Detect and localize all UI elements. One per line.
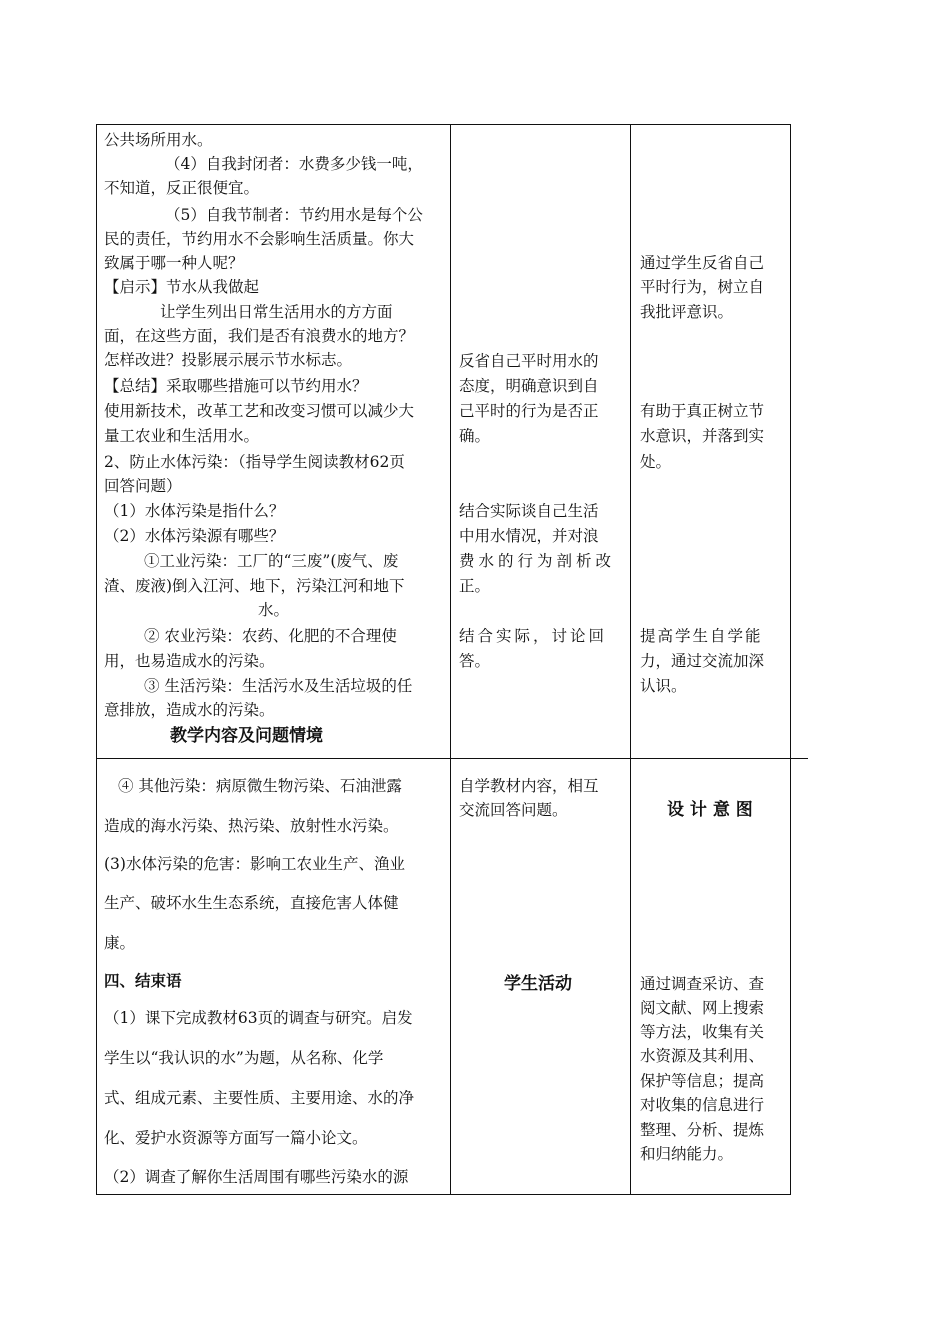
content-line: （1）水体污染是指什么？ [104, 502, 285, 520]
content-line: ①工业污染：工厂的“三废”(废气、废 [144, 552, 399, 570]
content-header: 教学内容及问题情境 [170, 726, 323, 746]
content-line: （2）水体污染源有哪些？ [104, 527, 285, 545]
content-line: 水。 [258, 601, 290, 619]
content-line: 民的责任，节约用水不会影响生活质量。你大 [104, 230, 415, 248]
intent-line: 平时行为，树立自 [640, 278, 765, 296]
intent-line: 对收集的信息进行 [640, 1096, 765, 1114]
activity-line: 答。 [459, 652, 491, 670]
content-line: 渣、废液)倒入江河、地下，污染江河和地下 [104, 577, 405, 595]
column-divider-2 [630, 124, 631, 1195]
intent-line: 通过调查采访、查 [640, 975, 765, 993]
content-line: 用，也易造成水的污染。 [104, 652, 275, 670]
activity-line: 己平时的行为是否正 [459, 402, 599, 420]
content-line: 康。 [104, 934, 136, 952]
activity-line: 结合实际谈自己生活 [459, 502, 599, 520]
content-line: （4）自我封闭者：水费多少钱一吨， [165, 155, 423, 173]
intent-line: 处。 [640, 453, 672, 471]
content-line: 回答问题） [104, 477, 182, 495]
section-heading: 四、结束语 [104, 972, 182, 990]
activity-line: 正。 [459, 577, 491, 595]
intent-line: 我批评意识。 [640, 303, 734, 321]
content-line: 怎样改进？投影展示展示节水标志。 [104, 351, 353, 369]
content-line: ③ 生活污染：生活污水及生活垃圾的任 [144, 677, 413, 695]
content-line: 【总结】采取哪些措施可以节约用水？ [104, 377, 368, 395]
activity-header: 学生活动 [504, 974, 572, 994]
content-line: 使用新技术，改革工艺和改变习惯可以减少大 [104, 402, 415, 420]
content-line: （2）调查了解你生活周围有哪些污染水的源 [104, 1168, 409, 1186]
intent-line: 提高学生自学能 [640, 627, 763, 645]
activity-line: 中用水情况，并对浪 [459, 527, 599, 545]
intent-header: 设 计 意 图 [667, 800, 753, 820]
content-line: （1）课下完成教材63页的调查与研究。启发 [104, 1009, 413, 1027]
content-line: 量工农业和生活用水。 [104, 427, 260, 445]
intent-line: 水意识，并落到实 [640, 427, 765, 445]
content-line: 2、防止水体污染：（指导学生阅读教材62页 [104, 453, 405, 471]
table-top-border [96, 124, 791, 125]
activity-line: 费水的行为剖析改 [459, 552, 616, 570]
content-line: 化、爱护水资源等方面写一篇小论文。 [104, 1129, 368, 1147]
activity-line: 自学教材内容，相互 [459, 777, 599, 795]
content-line: 不知道，反正很便宜。 [104, 179, 260, 197]
intent-line: 水资源及其利用、 [640, 1047, 765, 1065]
content-line: 学生以“我认识的水”为题，从名称、化学 [104, 1049, 384, 1067]
content-line: 生产、破坏水生生态系统，直接危害人体健 [104, 894, 399, 912]
table-right-border-upper [790, 124, 791, 758]
table-right-border-lower [790, 758, 791, 1195]
activity-line: 确。 [459, 427, 491, 445]
intent-line: 力，通过交流加深 [640, 652, 765, 670]
content-line: 式、组成元素、主要性质、主要用途、水的净 [104, 1089, 415, 1107]
content-line: 面，在这些方面，我们是否有浪费水的地方？ [104, 327, 415, 345]
activity-line: 交流回答问题。 [459, 801, 568, 819]
activity-line: 态度，明确意识到自 [459, 377, 599, 395]
section-divider [96, 758, 808, 759]
content-line: 公共场所用水。 [104, 131, 213, 149]
intent-line: 整理、分析、提炼 [640, 1121, 765, 1139]
content-line: 意排放，造成水的污染。 [104, 701, 275, 719]
intent-line: 认识。 [640, 677, 687, 695]
column-divider-1 [450, 124, 451, 1195]
intent-line: 保护等信息；提高 [640, 1072, 765, 1090]
intent-line: 和归纳能力。 [640, 1145, 734, 1163]
content-line: 让学生列出日常生活用水的方方面 [160, 303, 393, 321]
content-line: 致属于哪一种人呢？ [104, 254, 244, 272]
intent-line: 阅文献、网上搜索 [640, 999, 765, 1017]
content-line: 造成的海水污染、热污染、放射性水污染。 [104, 817, 399, 835]
table-left-border [96, 124, 97, 1195]
content-line: ④ 其他污染：病原微生物污染、石油泄露 [118, 777, 402, 795]
intent-line: 有助于真正树立节 [640, 402, 765, 420]
activity-line: 结合实际，讨论回 [459, 627, 608, 645]
table-bottom-border [96, 1194, 791, 1195]
content-line: (3)水体污染的危害：影响工农业生产、渔业 [104, 855, 405, 873]
content-line: ② 农业污染：农药、化肥的不合理使 [144, 627, 397, 645]
content-line: （5）自我节制者：节约用水是每个公 [165, 206, 423, 224]
intent-line: 通过学生反省自己 [640, 254, 765, 272]
content-line: 【启示】节水从我做起 [104, 278, 260, 296]
activity-line: 反省自己平时用水的 [459, 352, 599, 370]
intent-line: 等方法，收集有关 [640, 1023, 765, 1041]
